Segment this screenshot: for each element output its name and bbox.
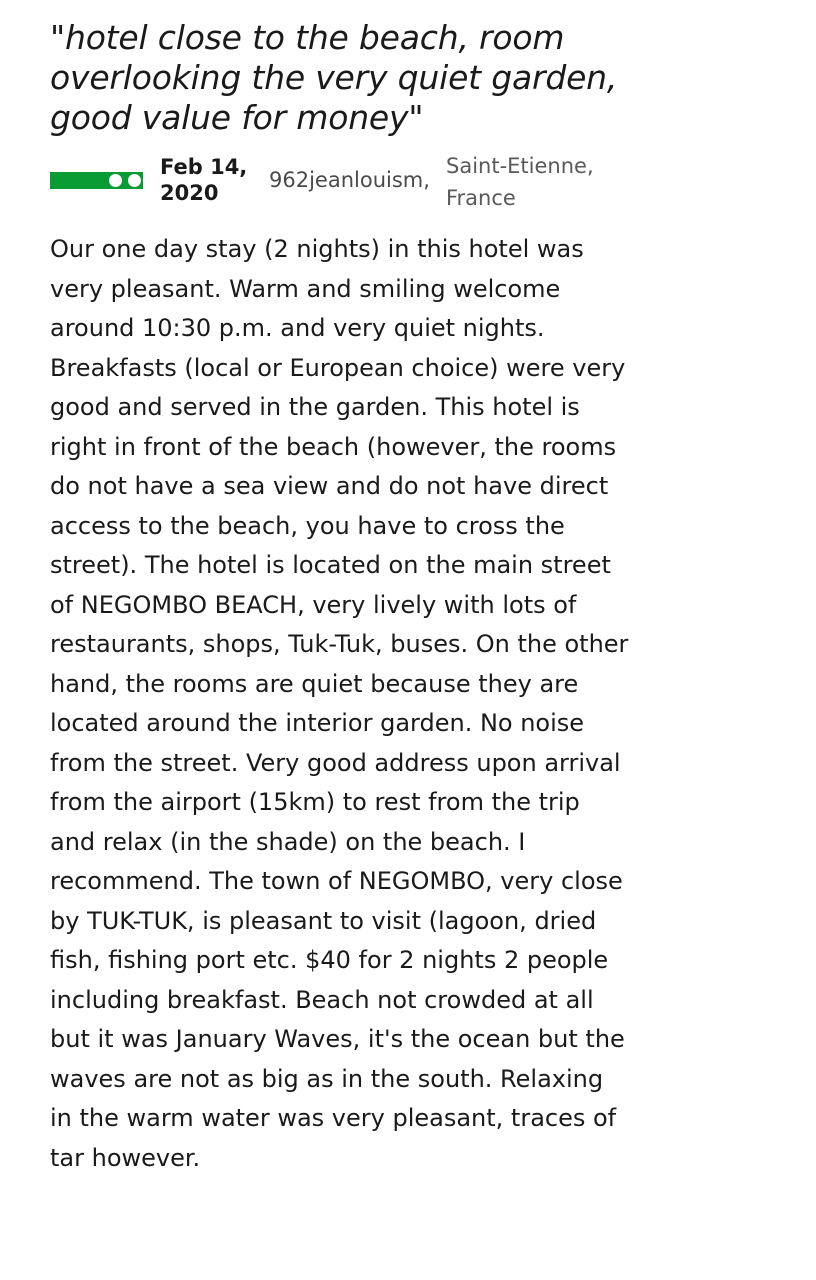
- reviewer-location: Saint-Etienne, France: [446, 154, 594, 210]
- review-card: [50, 18, 770, 1178]
- rating-bubble-filled-icon: [50, 172, 67, 189]
- reviewer-username[interactable]: 962jeanlouism,: [269, 168, 430, 192]
- rating-bubble-filled-icon: [69, 172, 86, 189]
- rating-bubble-empty-icon: [126, 172, 143, 189]
- rating-bubble-filled-icon: [88, 172, 105, 189]
- rating-bubble-filled-icon: [50, 172, 143, 189]
- review-meta: [50, 150, 770, 216]
- review-body: Our one day stay (2 nights) in this hotel was very pleasant. Warm and smiling welcome around 10:30 p.m. and very quiet nights. Breakfasts (local or European choice) were very good and served in the garden. This hotel is right in front of the beach (however, the rooms do not have a sea view and do not have direct access to the beach, you have to cross the street). The hotel is located on the main street of NEGOMBO BEACH, very lively with lots of restaurants, shops, Tuk-Tuk, buses. On the other hand, the rooms are quiet because they are located around the interior garden. No noise from the street. Very good address upon arrival from the airport (15km) to rest from the trip and relax (in the shade) on the beach. I recommend. The town of NEGOMBO, very close by TUK-TUK, is pleasant to visit (lagoon, dried fish, fishing port etc. $40 for 2 nights 2 people including breakfast. Beach not crowded at all but it was January Waves, it's the ocean but the waves are not as big as in the south. Relaxing in the warm water was very pleasant, traces of tar however.: [50, 235, 629, 1172]
- review-title[interactable]: "hotel close to the beach, room overlooking the very quiet garden, good value for money": [50, 18, 618, 137]
- review-date: Feb 14, 2020: [160, 155, 248, 205]
- rating-bubble-empty-icon: [107, 172, 124, 189]
